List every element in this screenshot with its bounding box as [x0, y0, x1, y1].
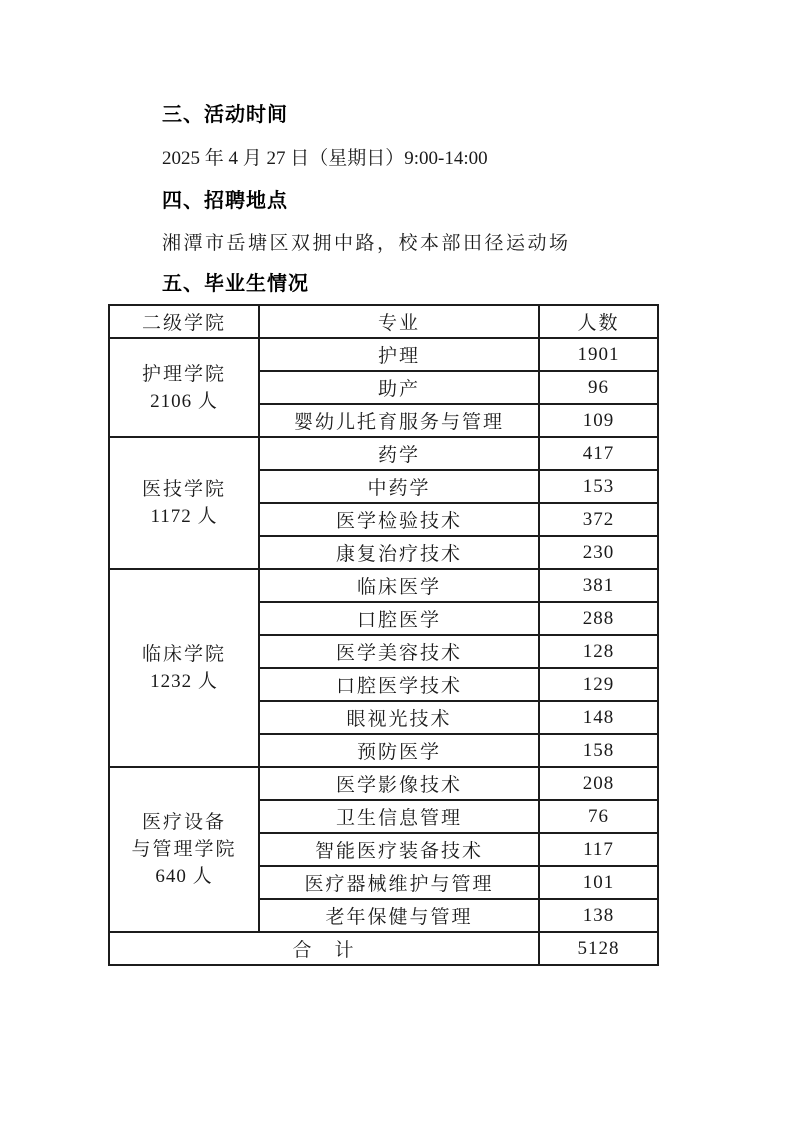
table-row [109, 569, 658, 602]
heading-recruitment-location: 四、招聘地点 [162, 190, 288, 212]
college-name: 医疗设备 [141, 812, 226, 833]
count-cell: 208 [539, 767, 658, 800]
count-cell: 128 [539, 635, 658, 668]
college-count: 1232 人 [150, 671, 218, 692]
major-cell: 预防医学 [259, 734, 539, 767]
major-cell: 中药学 [259, 470, 539, 503]
table-total-row [109, 932, 658, 965]
college-count: 2106 人 [150, 390, 218, 412]
college-cell-medtech [109, 437, 259, 569]
college-cell-nursing [109, 338, 259, 437]
major-cell: 眼视光技术 [259, 701, 539, 734]
college-name: 医技学院 [141, 479, 226, 500]
major-cell: 卫生信息管理 [259, 800, 539, 833]
count-cell: 109 [539, 404, 658, 437]
count-cell: 96 [539, 371, 658, 404]
header-major: 专业 [259, 305, 539, 338]
table-row [109, 338, 658, 371]
college-name: 与管理学院 [131, 839, 237, 860]
count-cell: 417 [539, 437, 658, 470]
total-label-cell: 合 计 [109, 932, 539, 965]
heading-graduates-overview: 五、毕业生情况 [162, 273, 309, 295]
graduates-table [108, 304, 659, 966]
activity-time-text: 2025 年 4 月 27 日（星期日）9:00-14:00 [162, 148, 488, 169]
college-cell-equipment [109, 767, 259, 932]
major-cell: 护理 [259, 338, 539, 371]
major-cell: 医疗器械维护与管理 [259, 866, 539, 899]
major-cell: 口腔医学 [259, 602, 539, 635]
major-cell: 医学检验技术 [259, 503, 539, 536]
major-cell: 助产 [259, 371, 539, 404]
count-cell: 372 [539, 503, 658, 536]
count-cell: 117 [539, 833, 658, 866]
count-cell: 138 [539, 899, 658, 932]
major-cell: 临床医学 [259, 569, 539, 602]
major-cell: 老年保健与管理 [259, 899, 539, 932]
table-header-row [109, 305, 658, 338]
count-cell: 101 [539, 866, 658, 899]
college-name: 护理学院 [141, 363, 226, 385]
college-cell-clinical [109, 569, 259, 767]
recruitment-location-text: 湘潭市岳塘区双拥中路，校本部田径运动场 [162, 233, 571, 254]
count-cell: 148 [539, 701, 658, 734]
header-count: 人数 [539, 305, 658, 338]
count-cell: 76 [539, 800, 658, 833]
count-cell: 1901 [539, 338, 658, 371]
major-cell: 口腔医学技术 [259, 668, 539, 701]
major-cell: 医学美容技术 [259, 635, 539, 668]
heading-activity-time: 三、活动时间 [162, 104, 288, 126]
college-count: 1172 人 [150, 506, 218, 527]
college-name: 临床学院 [141, 644, 226, 665]
count-cell: 230 [539, 536, 658, 569]
count-cell: 381 [539, 569, 658, 602]
major-cell: 智能医疗装备技术 [259, 833, 539, 866]
major-cell: 婴幼儿托育服务与管理 [259, 404, 539, 437]
table-row [109, 767, 658, 800]
count-cell: 158 [539, 734, 658, 767]
major-cell: 医学影像技术 [259, 767, 539, 800]
count-cell: 129 [539, 668, 658, 701]
count-cell: 153 [539, 470, 658, 503]
major-cell: 药学 [259, 437, 539, 470]
count-cell: 288 [539, 602, 658, 635]
total-value-cell: 5128 [539, 932, 658, 965]
header-college: 二级学院 [109, 305, 259, 338]
major-cell: 康复治疗技术 [259, 536, 539, 569]
table-row [109, 437, 658, 470]
college-count: 640 人 [155, 866, 213, 887]
